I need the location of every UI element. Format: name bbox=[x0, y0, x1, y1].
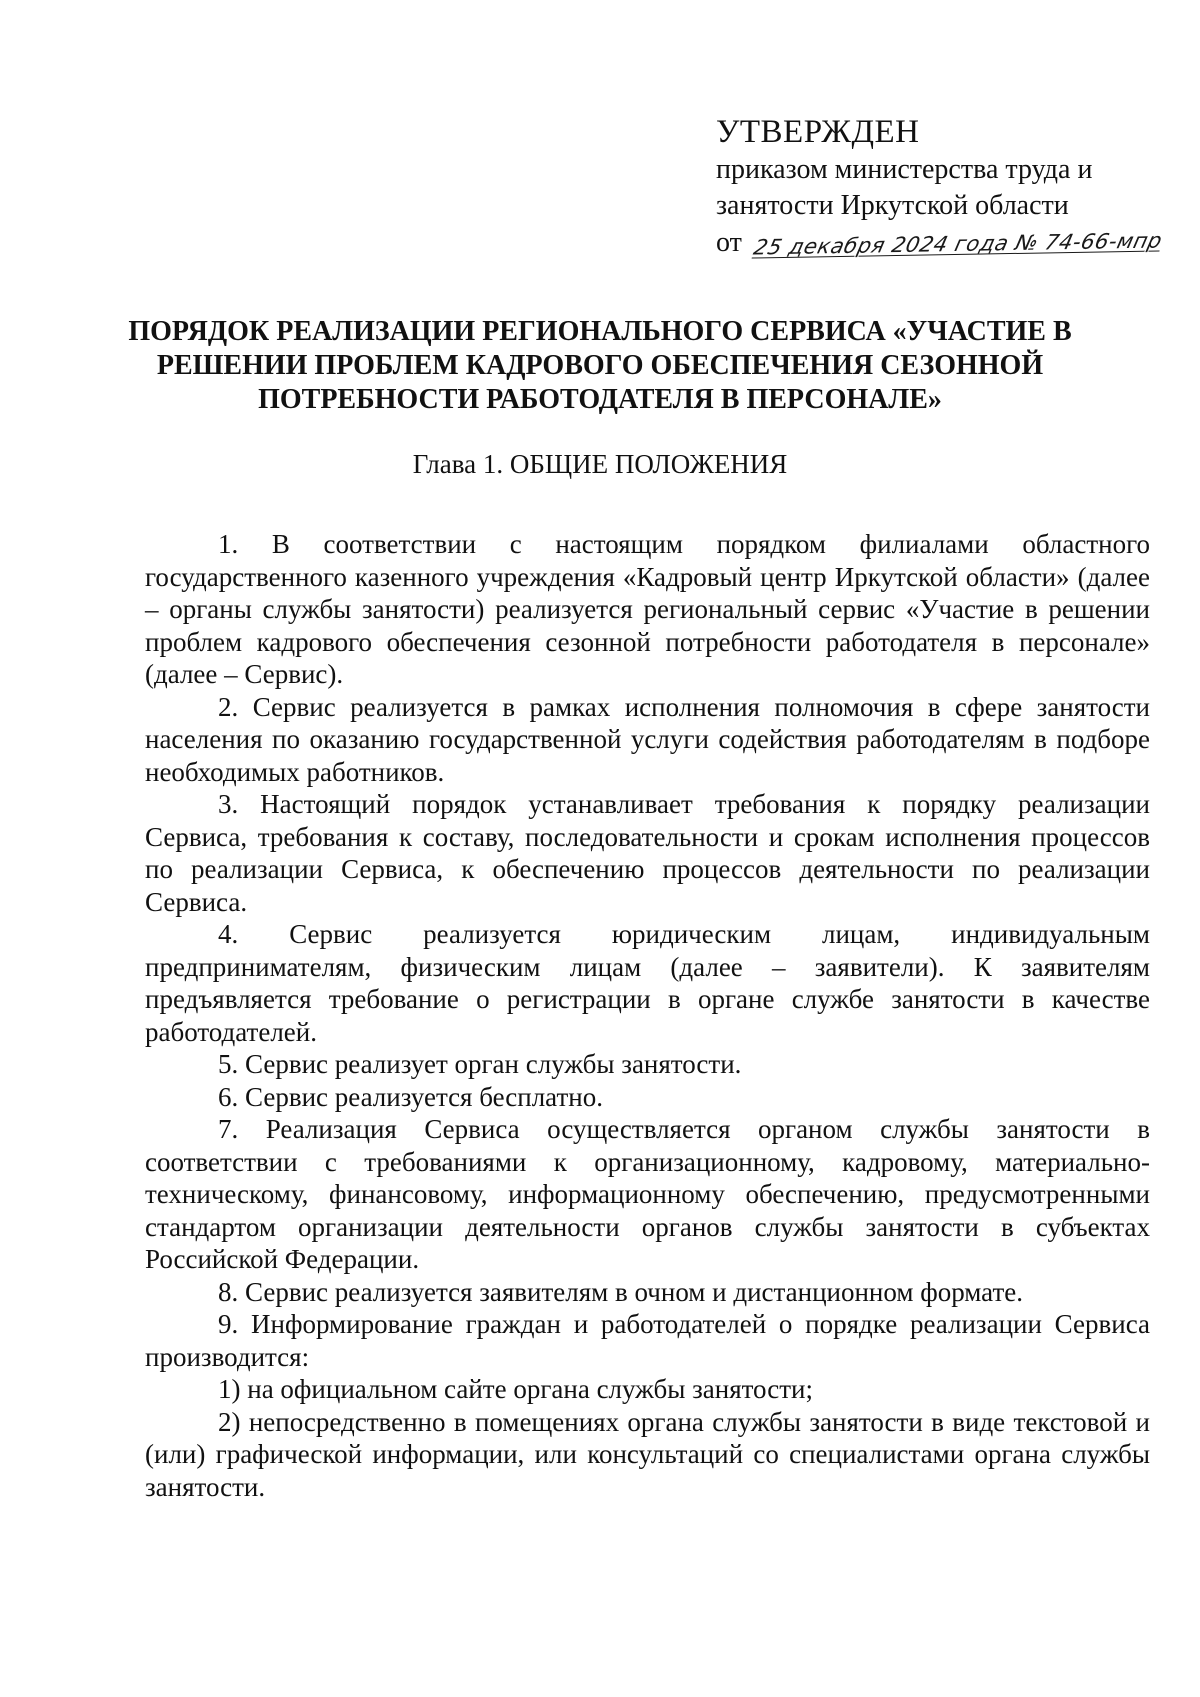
handwritten-date-number: 25 декабря 2024 года № 74-66-мпр bbox=[751, 228, 1165, 260]
paragraph-9: 9. Информирование граждан и работодателей о порядке реализации Сервиса производится: bbox=[145, 1309, 1150, 1372]
approval-date-line bbox=[716, 224, 1165, 263]
paragraph-5: 5. Сервис реализует орган службы занятости. bbox=[218, 1049, 742, 1079]
paragraph-7: 7. Реализация Сервиса осуществляется органом службы занятости в соответствии с требованиями к организационному, кадровому, материально-техническому, финансовому, информационному обеспечению, предусмотренными стандартом организации деятельности органов службы занятости в субъектах Российской Федерации. bbox=[145, 1114, 1150, 1274]
title-line: ПОРЯДОК РЕАЛИЗАЦИИ РЕГИОНАЛЬНОГО СЕРВИСА «УЧАСТИЕ В bbox=[128, 316, 1072, 347]
paragraph-4: 4. Сервис реализуется юридическим лицам, индивидуальным предпринимателям, физическим лицам (далее – заявители). К заявителям предъявляется требование о регистрации в органе службе занятости в качестве работодателей. bbox=[145, 919, 1150, 1047]
title-line: РЕШЕНИИ ПРОБЛЕМ КАДРОВОГО ОБЕСПЕЧЕНИЯ СЕЗОННОЙ bbox=[156, 350, 1044, 381]
approval-line-1: приказом министерства труда и bbox=[716, 154, 1093, 185]
approval-heading: УТВЕРЖДЕН bbox=[716, 114, 920, 150]
paragraph-3: 3. Настоящий порядок устанавливает требования к порядку реализации Сервиса, требования к составу, последовательности и срокам исполнения процессов по реализации Сервиса, к обеспечению процессов деятельности по реализации Сервиса. bbox=[145, 789, 1150, 917]
document-title bbox=[120, 315, 1080, 417]
subparagraph-2: 2) непосредственно в помещениях органа службы занятости в виде текстовой и (или) графической информации, или консультаций со специалистами органа службы занятости. bbox=[145, 1406, 1150, 1502]
paragraph-1: 1. В соответствии с настоящим порядком филиалами областного государственного казенного учреждения «Кадровый центр Иркутской области» (далее – органы службы занятости) реализуется региональный сервис «Участие в решении проблем кадрового обеспечения сезонной потребности работодателя в персонале» (далее – Сервис). bbox=[145, 529, 1150, 689]
paragraph-2: 2. Сервис реализуется в рамках исполнения полномочия в сфере занятости населения по оказанию государственной услуги содействия работодателям в подборе необходимых работников. bbox=[145, 691, 1150, 787]
approval-block bbox=[716, 112, 1165, 263]
document-body bbox=[145, 528, 1150, 1503]
paragraph-6: 6. Сервис реализуется бесплатно. bbox=[218, 1081, 603, 1112]
title-line: ПОТРЕБНОСТИ РАБОТОДАТЕЛЯ В ПЕРСОНАЛЕ» bbox=[258, 384, 942, 415]
chapter-heading: Глава 1. ОБЩИЕ ПОЛОЖЕНИЯ bbox=[412, 449, 788, 479]
paragraph-8: 8. Сервис реализуется заявителям в очном и дистанционном формате. bbox=[218, 1276, 1024, 1307]
approval-line-2: занятости Иркутской области bbox=[716, 190, 1069, 221]
date-prefix: от bbox=[716, 227, 742, 258]
subparagraph-1: 1) на официальном сайте органа службы занятости; bbox=[218, 1374, 813, 1404]
